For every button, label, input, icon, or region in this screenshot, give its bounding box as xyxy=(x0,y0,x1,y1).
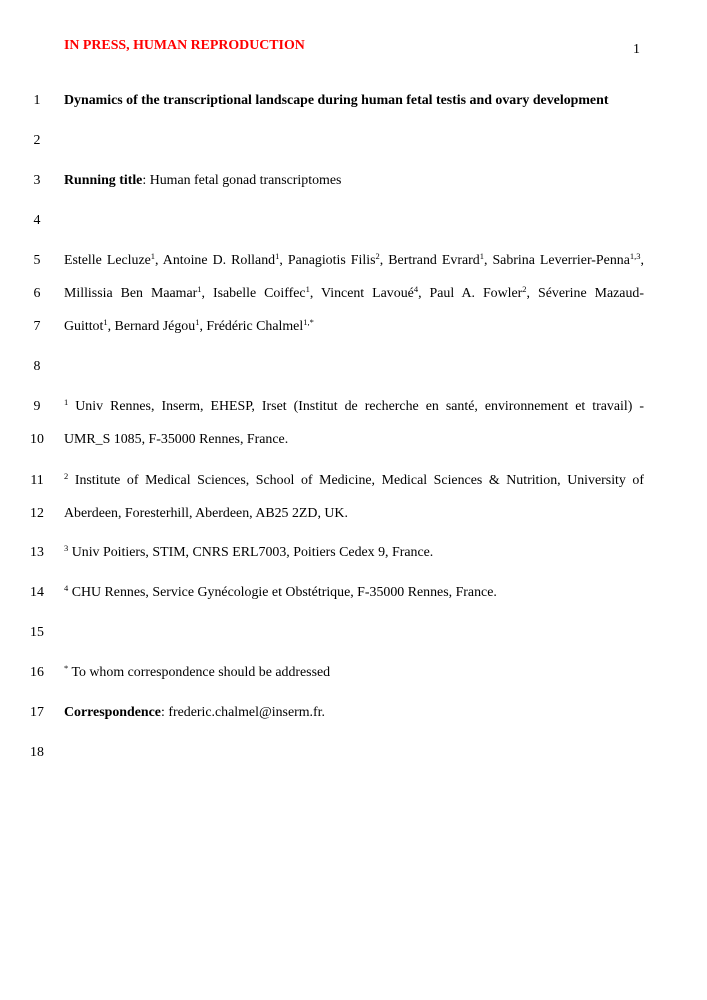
line-text xyxy=(64,665,644,681)
line-number: 3 xyxy=(33,173,41,188)
line-number: 12 xyxy=(30,506,44,521)
line-text xyxy=(64,473,644,489)
affiliation-superscript: 1 xyxy=(479,251,484,261)
line-number: 9 xyxy=(33,399,41,414)
text-segment: Univ Rennes, Inserm, EHESP, Irset (Institut de recherche en santé, environnement et travail) - xyxy=(68,399,644,414)
bold-text: Correspondence xyxy=(64,705,161,720)
line-number: 8 xyxy=(33,359,41,374)
text-segment: , xyxy=(640,253,644,268)
text-segment: Millissia Ben Maamar xyxy=(64,286,198,301)
affiliation-superscript: 2 xyxy=(522,284,527,294)
affiliation-superscript: 1 xyxy=(305,284,310,294)
affiliation-superscript: 1 xyxy=(64,397,69,407)
line-text xyxy=(64,585,644,601)
text-segment: Univ Poitiers, STIM, CNRS ERL7003, Poitiers Cedex 9, France. xyxy=(68,545,434,560)
page-number: 1 xyxy=(633,42,640,57)
affiliation-superscript: 2 xyxy=(375,251,380,261)
line-number: 10 xyxy=(30,432,44,447)
text-segment: UMR_S 1085, F-35000 Rennes, France. xyxy=(64,432,289,447)
line-text xyxy=(64,253,644,269)
affiliation-superscript: 1 xyxy=(275,251,280,261)
text-segment: , Frédéric Chalmel xyxy=(199,319,304,334)
affiliation-superscript: 4 xyxy=(413,284,419,294)
line-text xyxy=(64,319,644,335)
line-number: 7 xyxy=(33,319,41,334)
text-segment: , Paul A. Fowler xyxy=(418,286,523,301)
line-text xyxy=(64,545,644,561)
text-segment: , Panagiotis Filis xyxy=(279,253,376,268)
affiliation-superscript: 2 xyxy=(64,471,69,481)
text-segment: Guittot xyxy=(64,319,104,334)
text-segment: , Antoine D. Rolland xyxy=(155,253,276,268)
text-segment: , Bernard Jégou xyxy=(107,319,196,334)
line-text xyxy=(64,286,644,302)
line-text xyxy=(64,173,644,189)
text-segment: : Human fetal gonad transcriptomes xyxy=(142,173,342,188)
text-segment: Institute of Medical Sciences, School of Medicine, Medical Sciences & Nutrition, University of xyxy=(68,473,644,488)
affiliation-superscript: 1,3 xyxy=(629,251,641,261)
affiliation-superscript: 3 xyxy=(64,543,69,553)
line-text xyxy=(64,399,644,415)
line-text xyxy=(64,705,644,721)
line-number: 15 xyxy=(30,625,44,640)
journal-status-header: IN PRESS, HUMAN REPRODUCTION xyxy=(64,38,305,53)
text-segment: Aberdeen, Foresterhill, Aberdeen, AB25 2ZD, UK. xyxy=(64,506,348,521)
line-number: 1 xyxy=(33,93,41,108)
text-segment: , Isabelle Coiffec xyxy=(201,286,306,301)
line-number: 5 xyxy=(33,253,41,268)
affiliation-superscript: 1,* xyxy=(303,317,314,327)
line-text xyxy=(64,506,644,522)
line-number: 2 xyxy=(33,133,41,148)
text-segment: : xyxy=(160,705,169,720)
line-number: 13 xyxy=(30,545,44,560)
bold-text: Running title xyxy=(64,173,143,188)
line-number: 11 xyxy=(30,473,44,488)
line-number: 4 xyxy=(33,213,41,228)
affiliation-superscript: * xyxy=(64,663,69,673)
line-number: 14 xyxy=(30,585,44,600)
affiliation-superscript: 1 xyxy=(197,284,202,294)
text-segment: , Bertrand Evrard xyxy=(379,253,480,268)
text-segment: CHU Rennes, Service Gynécologie et Obstétrique, F-35000 Rennes, France. xyxy=(68,585,497,600)
correspondence-email-link[interactable]: frederic.chalmel@inserm.fr. xyxy=(168,705,325,720)
text-segment: , Séverine Mazaud- xyxy=(526,286,644,301)
affiliation-superscript: 4 xyxy=(64,583,69,593)
text-segment: , Sabrina Leverrier-Penna xyxy=(483,253,630,268)
text-segment: To whom correspondence should be addressed xyxy=(68,665,331,680)
line-text xyxy=(64,93,644,109)
line-number: 18 xyxy=(30,745,44,760)
text-segment: , Vincent Lavoué xyxy=(309,286,414,301)
line-number: 17 xyxy=(30,705,44,720)
text-segment: Estelle Lecluze xyxy=(64,253,151,268)
affiliation-superscript: 1 xyxy=(103,317,108,327)
bold-text: Dynamics of the transcriptional landscape during human fetal testis and ovary development xyxy=(64,93,609,108)
line-number: 16 xyxy=(30,665,44,680)
affiliation-superscript: 1 xyxy=(195,317,200,327)
line-text xyxy=(64,432,644,448)
affiliation-superscript: 1 xyxy=(150,251,156,261)
line-number: 6 xyxy=(33,286,41,301)
